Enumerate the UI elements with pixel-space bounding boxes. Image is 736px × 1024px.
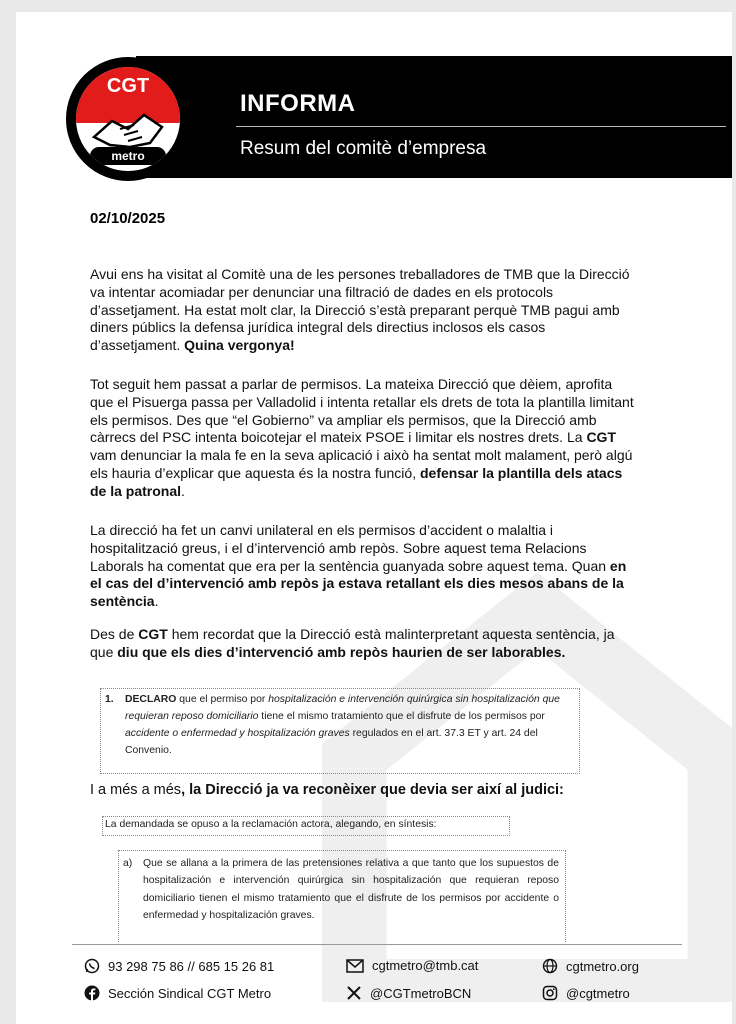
footer-web[interactable]: cgtmetro.org: [542, 958, 639, 974]
x-icon: [346, 985, 362, 1001]
header-subtitle: Resum del comitè d’empresa: [240, 138, 487, 159]
footer-phone[interactable]: 93 298 75 86 // 685 15 26 81: [84, 958, 274, 974]
document-date: 02/10/2025: [90, 210, 166, 227]
header-divider: [236, 126, 726, 127]
paragraph-1: Avui ens ha visitat al Comitè una de les persones treballadores de TMB que la Direcció va intentar acomiadar per denunciar una filtració de dades en els protocols d’assetjament. Ha estat molt clar, la Direcció s’està preparant perquè TMB pagui amb diners públics la defensa jurídica integral dels directius inclosos els casos d’assetjament. Quina vergonya!: [90, 266, 630, 354]
footer-email[interactable]: cgtmetro@tmb.cat: [346, 958, 478, 973]
paragraph-2: Tot seguit hem passat a parlar de permisos. La mateixa Direcció que dèiem, aprofita que el Pisuerga passa per Valladolid i intenta retallar els drets de tota la plantilla limitant els permisos. Des que “el Gobierno” va ampliar els permisos, que la Direcció amb càrrecs del PSC intenta boicotejar el mateix PSOE i limitar els nostres drets. La CGT vam denunciar la mala fe en la seva aplicació i això ha sentat molt malament, però algú els hauria d’explicar que aquesta és la nostra funció, defensar la plantilla dels atacs de la patronal.: [90, 376, 634, 499]
legal-quote-declaro: 1. DECLARO que el permiso por hospitalización e intervención quirúrgica sin hospitalización que requieran reposo domiciliario tiene el mismo tratamiento que el disfrute de los permisos por accidente o enfermedad y hospitalización graves regulados en el art. 37.3 ET y art. 24 del Convenio.: [100, 688, 580, 774]
instagram-icon: [542, 985, 558, 1001]
facebook-icon: [84, 985, 100, 1001]
handshake-icon: [90, 107, 166, 151]
logo-sub: metro: [90, 147, 166, 165]
header-title: INFORMA: [240, 90, 356, 117]
footer-facebook[interactable]: Sección Sindical CGT Metro: [84, 985, 271, 1001]
paragraph-4: Des de CGT hem recordat que la Direcció està malinterpretant aquesta sentència, ja que diu que els dies d’intervenció amb repòs haurien de ser laborables.: [90, 626, 615, 660]
footer-instagram[interactable]: @cgtmetro: [542, 985, 630, 1001]
logo-text: CGT: [106, 75, 150, 97]
document-page: [16, 12, 732, 1024]
paragraph-3: La direcció ha fet un canvi unilateral en els permisos d’accident o malaltia i hospitalització greus, i el d’intervenció amb repòs. Sobre aquest tema Relacions Laborals ha comentat que era per la sentència guanyada sobre aquest tema. Quan en el cas del d’intervenció amb repòs ja estava retallant els dies mesos abans de la sentència.: [90, 522, 627, 610]
cgt-metro-logo: [66, 57, 190, 181]
paragraph-5: I a més a més, la Direcció ja va reconèixer que devia ser així al judici:: [90, 782, 564, 798]
header-banner: [136, 56, 732, 178]
legal-quote-allana: a) Que se allana a la primera de las pretensiones relativa a que tanto que los supuestos de hospitalización e intervención quirúrgica sin hospitalización que requieran reposo domiciliario tienen el mismo tratamiento que el disfrute de los permisos por accidente o enfermedad y hospitalización graves.: [118, 850, 566, 942]
legal-quote-heading: La demandada se opuso a la reclamación actora, alegando, en síntesis:: [102, 816, 510, 836]
whatsapp-icon: [84, 958, 100, 974]
globe-icon: [542, 958, 558, 974]
footer-x[interactable]: @CGTmetroBCN: [346, 985, 471, 1001]
mail-icon: [346, 959, 364, 973]
footer-divider: [72, 944, 682, 945]
